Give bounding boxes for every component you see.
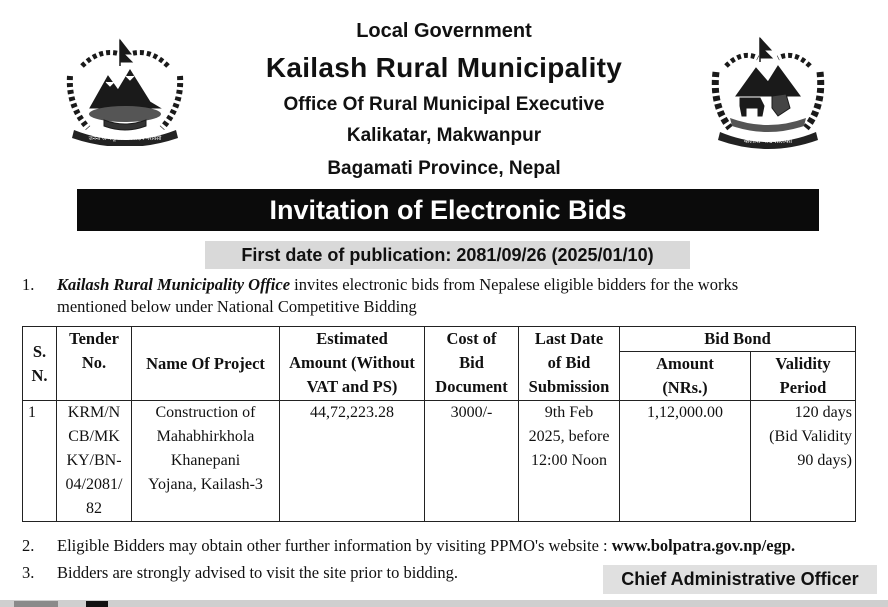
cell-tender-line4: 04/2081/ <box>65 476 123 493</box>
header-sn <box>23 327 57 401</box>
province-line: Bagamati Province, Nepal <box>327 158 561 179</box>
header-validity-line1: Validity <box>775 354 831 373</box>
header-lastdate-line1: Last Date <box>534 329 604 348</box>
cell-tender-line5: 82 <box>86 500 102 517</box>
header-estimated-amount <box>280 327 425 401</box>
header-amount-line1: Estimated <box>316 329 388 348</box>
header-tender-line2: No. <box>81 353 107 372</box>
table-row <box>23 401 856 522</box>
header-bond-amount <box>620 352 751 401</box>
cell-estimated-amount: 44,72,223.28 <box>280 401 425 522</box>
cell-project-line2: Mahabhirkhola <box>156 428 255 445</box>
cell-bond-amount: 1,12,000.00 <box>620 401 751 522</box>
paragraph-1-line2: mentioned below under National Competitive Bidding <box>57 297 417 316</box>
cell-project-line3: Khanepani <box>170 452 241 469</box>
paragraph-3-number: 3. <box>22 563 35 582</box>
cell-last-date <box>519 401 620 522</box>
left-emblem-motto: जननी जन्मभूमिश्च स्वर्गादपि गरीयसी <box>88 136 162 142</box>
cell-tender-line3: KY/BN- <box>66 452 122 469</box>
cell-validity-line2: (Bid Validity <box>769 428 852 445</box>
address-line: Kalikatar, Makwanpur <box>346 125 542 146</box>
title-banner: Invitation of Electronic Bids <box>77 189 819 231</box>
office-name: Office Of Rural Municipal Executive <box>283 94 605 115</box>
header-project: Name Of Project <box>132 327 280 401</box>
cell-project-line1: Construction of <box>155 404 256 421</box>
cell-validity <box>751 401 856 522</box>
header-lastdate-line2: of Bid <box>547 353 591 372</box>
header-last-date <box>519 327 620 401</box>
paragraph-3 <box>22 562 622 584</box>
header-sn-line2: N. <box>31 365 48 385</box>
cell-validity-line3: 90 days) <box>797 452 852 469</box>
bid-table <box>22 326 856 522</box>
cell-validity-line1: 120 days <box>794 404 852 421</box>
paragraph-1-rest: invites electronic bids from Nepalese eligible bidders for the works <box>290 275 739 294</box>
bottom-divider <box>0 600 888 607</box>
municipality-name: Kailash Rural Municipality <box>265 52 623 83</box>
cell-lastdate-line2: 2025, before <box>528 428 610 445</box>
header-validity <box>751 352 856 401</box>
right-emblem-caption: कैलाश गाउँपालिका <box>743 137 793 145</box>
header-cost-line1: Cost of <box>446 329 497 348</box>
cell-tender-no <box>57 401 132 522</box>
header-bid-bond: Bid Bond <box>620 327 856 352</box>
paragraph-1-line1 <box>57 274 875 296</box>
header-cost-line3: Document <box>435 377 508 396</box>
bottom-mark-gray <box>14 601 58 607</box>
header-cost-line2: Bid <box>459 353 484 372</box>
paragraph-2-number: 2. <box>22 536 35 555</box>
header-validity-line2: Period <box>779 378 827 397</box>
kailash-rural-municipality-logo-icon <box>706 36 830 154</box>
local-government-heading: Local Government <box>356 20 532 42</box>
header-cost-of-bid <box>425 327 519 401</box>
signatory-box: Chief Administrative Officer <box>603 565 877 594</box>
paragraph-2 <box>22 535 882 557</box>
cell-tender-line1: KRM/N <box>67 404 121 421</box>
paragraph-3-text: Bidders are strongly advised to visit the site prior to bidding. <box>57 563 458 582</box>
cell-lastdate-line3: 12:00 Noon <box>531 452 607 469</box>
ppmo-website-link[interactable]: www.bolpatra.gov.np/egp. <box>611 536 796 555</box>
cell-project <box>132 401 280 522</box>
cell-tender-line2: CB/MK <box>68 428 120 445</box>
header-sn-line1: S. <box>32 341 47 361</box>
header-tender-line1: Tender <box>69 329 119 348</box>
bottom-mark-black <box>86 601 108 607</box>
header-lastdate-line3: Submission <box>528 377 610 396</box>
header-bondamount-line2: (NRs.) <box>662 378 708 397</box>
nepal-government-emblem-icon <box>60 36 190 146</box>
paragraph-2-text: Eligible Bidders may obtain other further information by visiting PPMO's website : <box>57 536 612 555</box>
publication-date: First date of publication: 2081/09/26 (2025/01/10) <box>205 241 690 269</box>
cell-cost: 3000/- <box>425 401 519 522</box>
cell-project-line4: Yojana, Kailash-3 <box>148 476 263 493</box>
header-bondamount-line1: Amount <box>656 354 714 373</box>
header-tender-no <box>57 327 132 401</box>
paragraph-1-bold: Kailash Rural Municipality Office <box>57 275 291 294</box>
cell-sn: 1 <box>23 401 57 522</box>
cell-lastdate-line1: 9th Feb <box>544 404 594 421</box>
header-amount-line2: Amount (Without <box>289 353 415 372</box>
header-amount-line3: VAT and PS) <box>306 377 398 396</box>
paragraph-1-number: 1. <box>22 275 35 294</box>
